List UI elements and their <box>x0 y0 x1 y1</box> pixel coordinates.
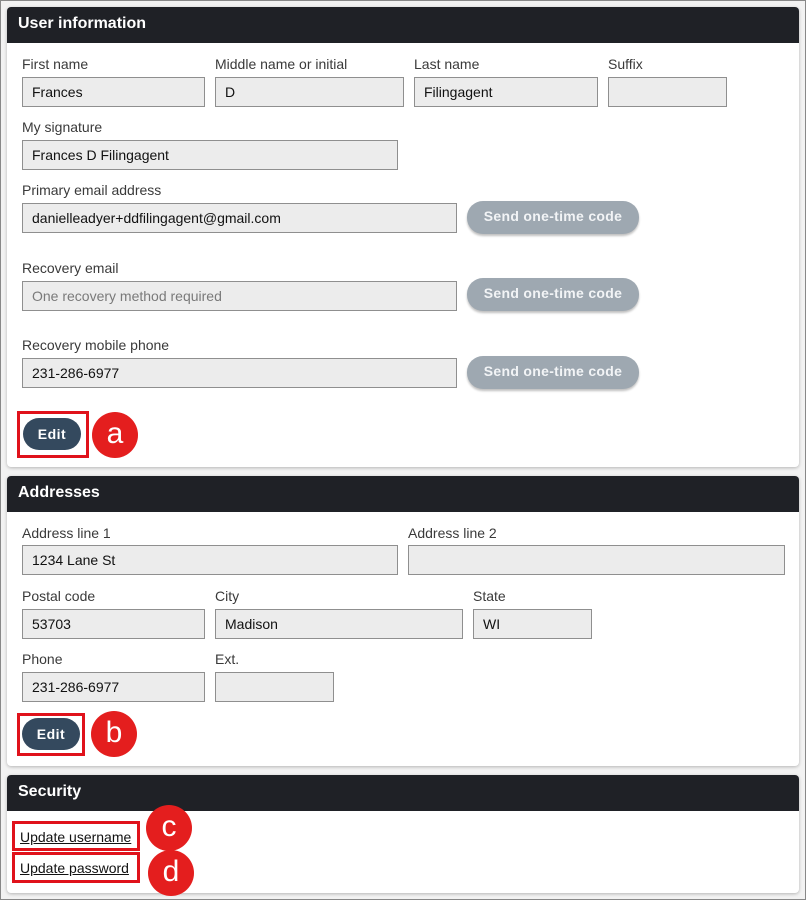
middle-name-label: Middle name or initial <box>215 56 348 72</box>
postal-code-label: Postal code <box>22 588 96 604</box>
recovery-phone-send-code-button[interactable]: Send one-time code <box>467 356 639 389</box>
user-information-card <box>7 7 799 467</box>
user-information-header: User information <box>7 7 799 43</box>
address-line2-label: Address line 2 <box>408 525 497 541</box>
update-username-link[interactable]: Update username <box>20 829 132 845</box>
ext-label: Ext. <box>215 651 240 667</box>
state-field[interactable]: WI <box>473 609 592 639</box>
first-name-label: First name <box>22 56 89 72</box>
recovery-phone-field[interactable]: 231-286-6977 <box>22 358 457 388</box>
callout-a: a <box>92 412 138 458</box>
addresses-edit-button[interactable]: Edit <box>22 718 80 750</box>
postal-code-field[interactable]: 53703 <box>22 609 205 639</box>
city-label: City <box>215 588 240 604</box>
suffix-label: Suffix <box>608 56 643 72</box>
primary-email-send-code-button[interactable]: Send one-time code <box>467 201 639 234</box>
address-line2-field[interactable] <box>408 545 785 575</box>
middle-name-field[interactable]: D <box>215 77 404 107</box>
first-name-field[interactable]: Frances <box>22 77 205 107</box>
addresses-header: Addresses <box>7 476 799 512</box>
suffix-field[interactable] <box>608 77 727 107</box>
primary-email-field[interactable]: danielleadyer+ddfilingagent@gmail.com <box>22 203 457 233</box>
signature-field[interactable]: Frances D Filingagent <box>22 140 398 170</box>
last-name-field[interactable]: Filingagent <box>414 77 598 107</box>
signature-label: My signature <box>22 119 103 135</box>
state-label: State <box>473 588 506 604</box>
recovery-email-field[interactable]: One recovery method required <box>22 281 457 311</box>
security-card <box>7 775 799 893</box>
ext-field[interactable] <box>215 672 334 702</box>
phone-field[interactable]: 231-286-6977 <box>22 672 205 702</box>
recovery-email-send-code-button[interactable]: Send one-time code <box>467 278 639 311</box>
primary-email-label: Primary email address <box>22 182 162 198</box>
address-line1-field[interactable]: 1234 Lane St <box>22 545 398 575</box>
security-header: Security <box>7 775 799 811</box>
last-name-label: Last name <box>414 56 480 72</box>
update-password-link[interactable]: Update password <box>20 860 129 876</box>
addresses-card <box>7 476 799 766</box>
phone-label: Phone <box>22 651 63 667</box>
address-line1-label: Address line 1 <box>22 525 111 541</box>
callout-d: d <box>148 850 194 896</box>
callout-b: b <box>91 711 137 757</box>
callout-c: c <box>146 805 192 851</box>
recovery-email-label: Recovery email <box>22 260 119 276</box>
user-info-edit-button[interactable]: Edit <box>23 418 81 450</box>
city-field[interactable]: Madison <box>215 609 463 639</box>
recovery-phone-label: Recovery mobile phone <box>22 337 170 353</box>
